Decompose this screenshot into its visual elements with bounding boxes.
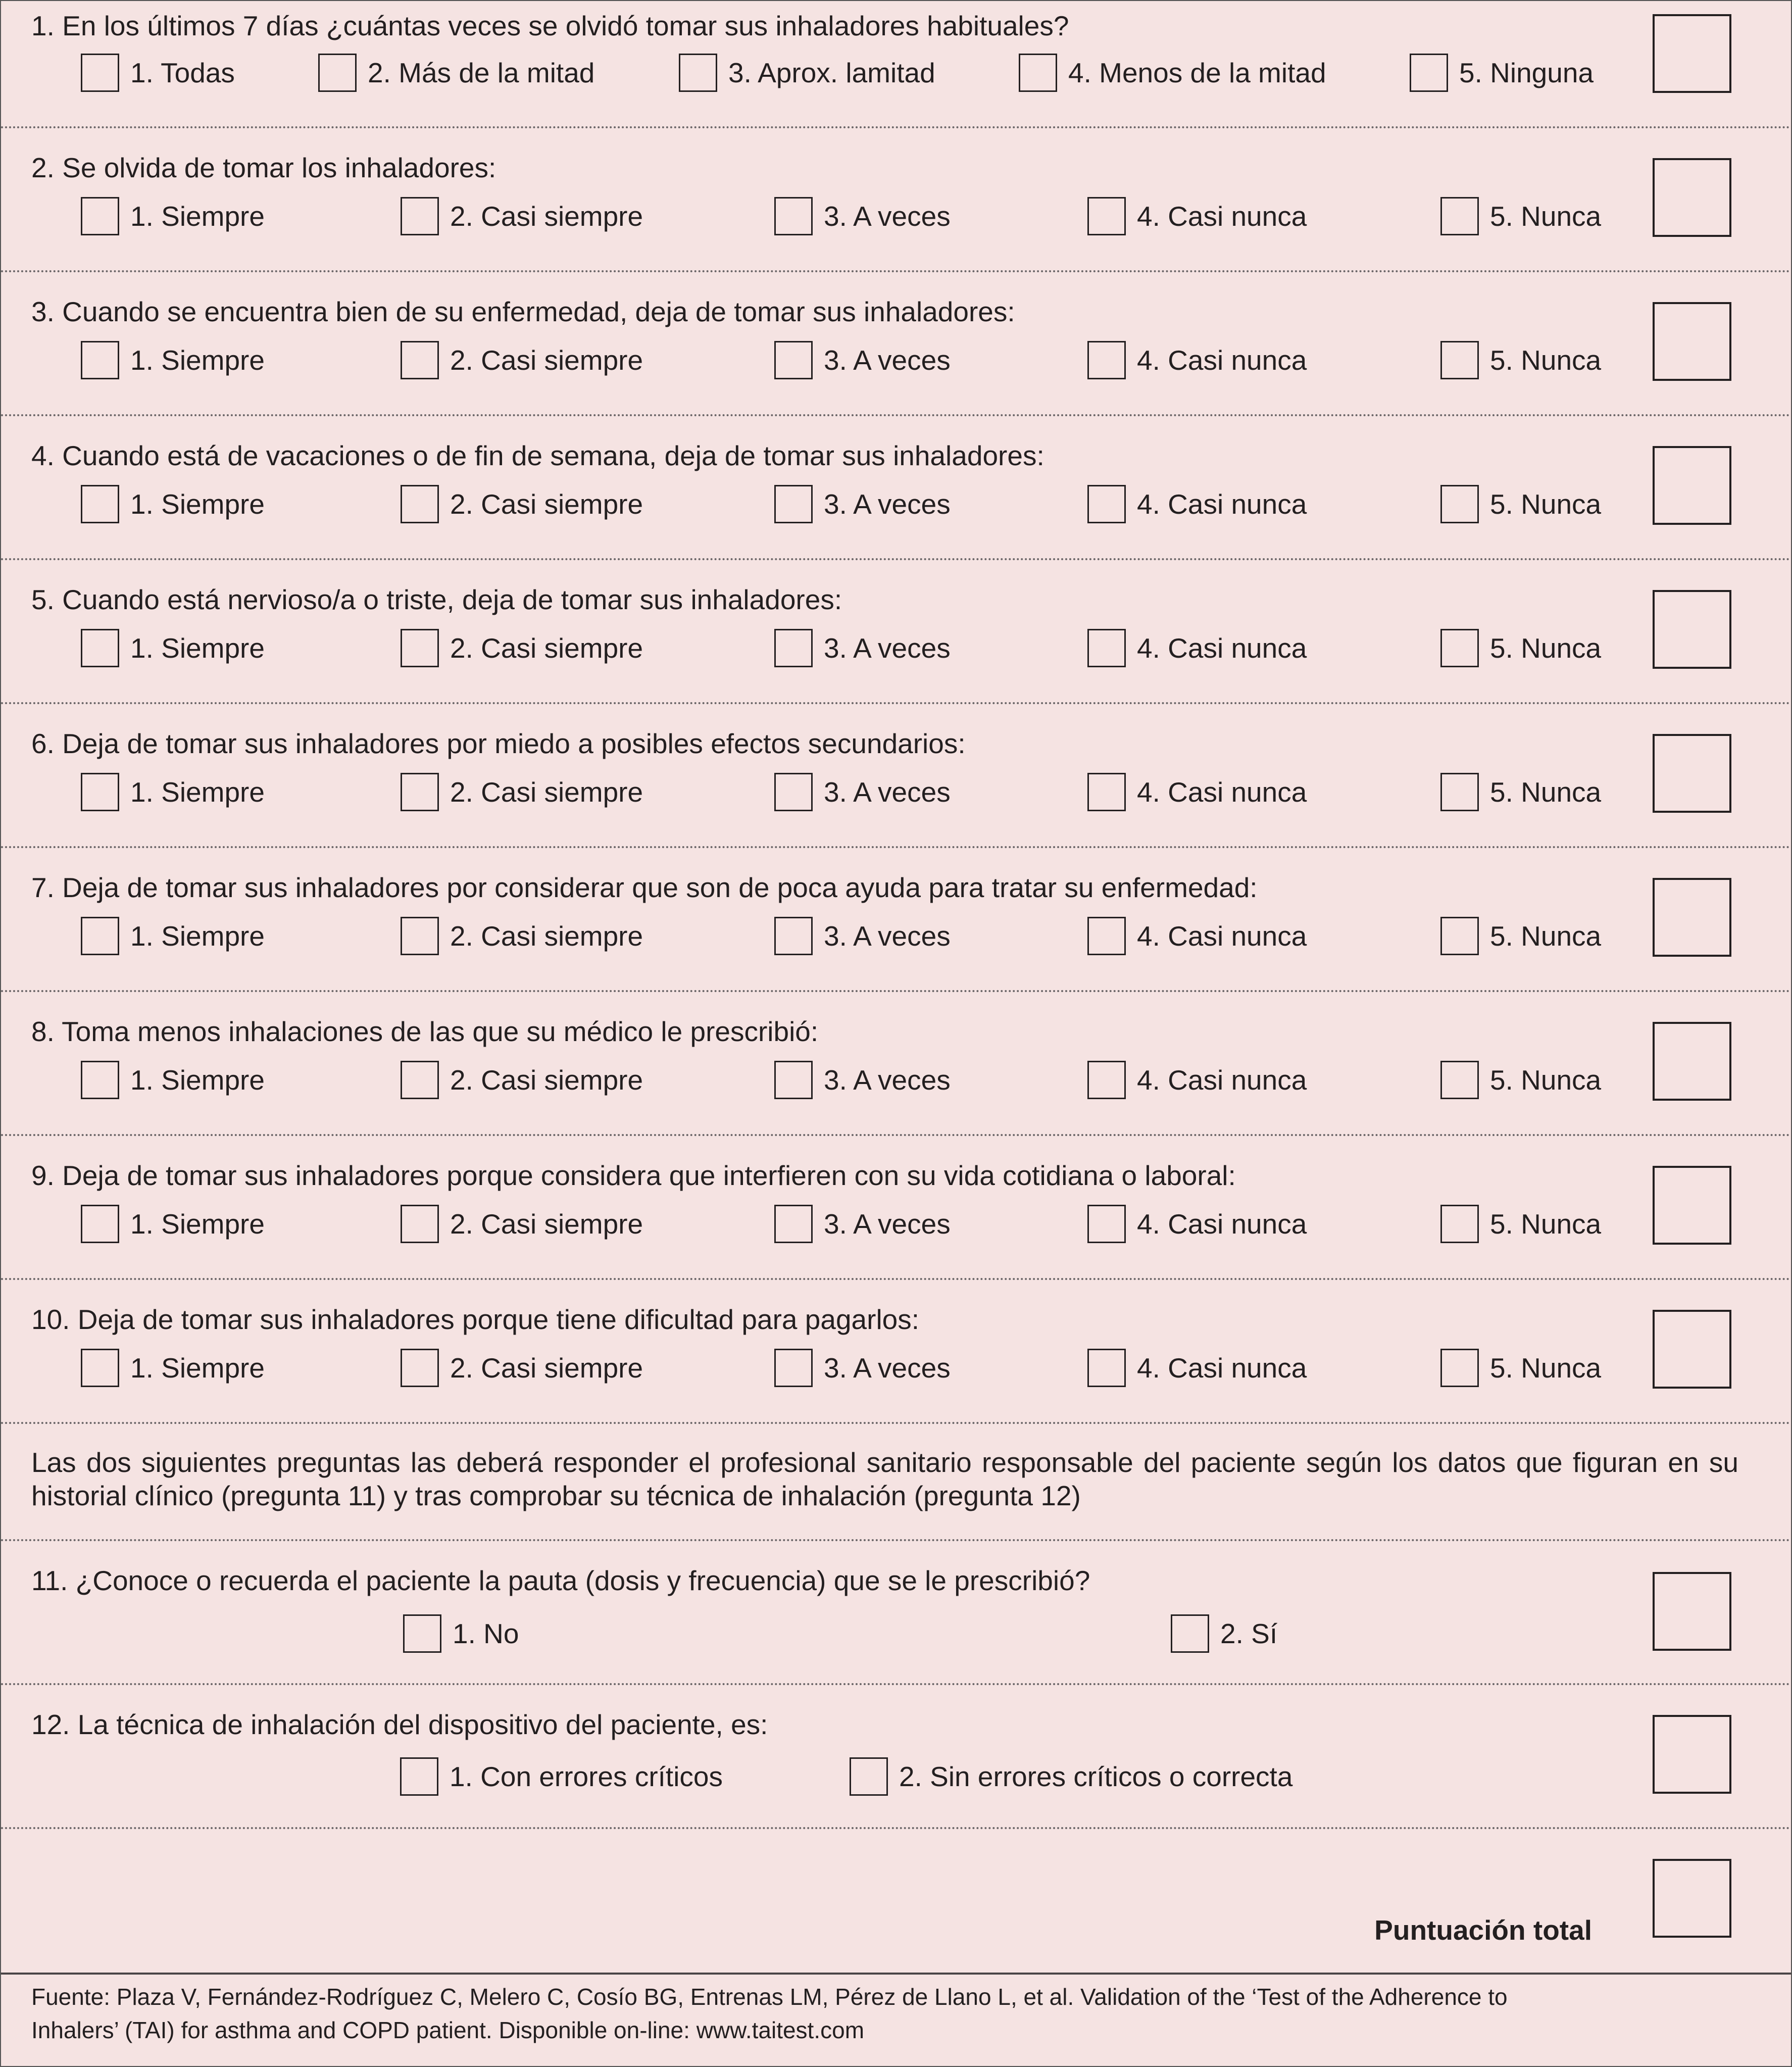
option-label: 1. Siempre [130, 776, 265, 808]
option-label: 2. Casi siempre [450, 776, 643, 808]
q1-score-box[interactable] [1653, 14, 1731, 93]
question-2 [1, 128, 1791, 272]
checkbox[interactable] [1440, 197, 1479, 235]
checkbox[interactable] [401, 629, 439, 667]
option-label: 4. Casi nunca [1137, 344, 1307, 376]
question-12 [1, 1685, 1791, 1829]
checkbox[interactable] [774, 197, 813, 235]
option-label: 2. Casi siempre [450, 1064, 643, 1096]
checkbox[interactable] [401, 1061, 439, 1099]
option-label: 5. Ninguna [1459, 57, 1594, 88]
checkbox[interactable] [774, 1061, 813, 1099]
question-8 [1, 992, 1791, 1136]
option-label: 5. Nunca [1490, 1352, 1602, 1384]
question-11-text: 11. ¿Conoce o recuerda el paciente la pauta (dosis y frecuencia) que se le prescribió? [31, 1565, 1090, 1596]
question-1-text: 1. En los últimos 7 días ¿cuántas veces se olvidó tomar sus inhaladores habituales? [31, 10, 1069, 41]
option-label: 4. Casi nunca [1137, 920, 1307, 952]
q7-score-box[interactable] [1653, 878, 1731, 957]
question-7-text: 7. Deja de tomar sus inhaladores por considerar que son de poca ayuda para tratar su enfermedad: [31, 872, 1258, 903]
option-label: 3. Aprox. lamitad [728, 57, 935, 88]
option-label: 4. Casi nunca [1137, 1208, 1307, 1240]
option-label: 4. Casi nunca [1137, 201, 1307, 232]
question-11 [1, 1541, 1791, 1685]
option-label: 4. Casi nunca [1137, 776, 1307, 808]
checkbox[interactable] [1087, 341, 1126, 379]
source-citation: Fuente: Plaza V, Fernández-Rodríguez C, Melero C, Cosío BG, Entrenas LM, Pérez de Llano L, et al. Validation of the ‘Test of the Adherence to Inhalers’ (TAI) for asthma and COPD patient. Disponible on-line: www.taitest.com [31, 1984, 1508, 2043]
q5-score-box[interactable] [1653, 590, 1731, 669]
checkbox[interactable] [81, 629, 119, 667]
question-4 [1, 416, 1791, 560]
option-label: 5. Nunca [1490, 201, 1602, 232]
option-label: 5. Nunca [1490, 1208, 1602, 1240]
checkbox[interactable] [1087, 1205, 1126, 1243]
option-label: 1. Siempre [130, 1064, 265, 1096]
question-5 [1, 560, 1791, 704]
checkbox[interactable] [679, 54, 717, 92]
option-label: 1. Todas [130, 57, 235, 88]
checkbox[interactable] [1440, 1061, 1479, 1099]
question-10 [1, 1280, 1791, 1424]
checkbox[interactable] [1440, 341, 1479, 379]
question-8-text: 8. Toma menos inhalaciones de las que su médico le prescribió: [31, 1016, 819, 1047]
checkbox[interactable] [400, 1757, 438, 1796]
question-4-text: 4. Cuando está de vacaciones o de fin de semana, deja de tomar sus inhaladores: [31, 440, 1044, 471]
checkbox[interactable] [774, 917, 813, 955]
checkbox[interactable] [1087, 629, 1126, 667]
checkbox[interactable] [81, 1205, 119, 1243]
option-label: 1. Siempre [130, 1208, 265, 1240]
checkbox[interactable] [401, 485, 439, 523]
checkbox[interactable] [1440, 1349, 1479, 1387]
q8-score-box[interactable] [1653, 1022, 1731, 1101]
option-label: 2. Casi siempre [450, 344, 643, 376]
checkbox[interactable] [774, 629, 813, 667]
checkbox[interactable] [774, 1205, 813, 1243]
checkbox[interactable] [774, 485, 813, 523]
q10-score-box[interactable] [1653, 1310, 1731, 1389]
checkbox[interactable] [1440, 1205, 1479, 1243]
option-label: 2. Casi siempre [450, 488, 643, 520]
checkbox[interactable] [81, 917, 119, 955]
option-label: 5. Nunca [1490, 776, 1602, 808]
q11-score-box[interactable] [1653, 1572, 1731, 1651]
q4-score-box[interactable] [1653, 446, 1731, 525]
option-label: 3. A veces [824, 1352, 951, 1384]
option-label: 3. A veces [824, 488, 951, 520]
checkbox[interactable] [401, 341, 439, 379]
option-label: 2. Sí [1220, 1618, 1278, 1649]
question-7 [1, 848, 1791, 992]
option-label: 2. Casi siempre [450, 632, 643, 664]
question-6-text: 6. Deja de tomar sus inhaladores por miedo a posibles efectos secundarios: [31, 728, 966, 759]
option-label: 3. A veces [824, 1208, 951, 1240]
checkbox[interactable] [1087, 917, 1126, 955]
professional-note: Las dos siguientes preguntas las deberá responder el profesional sanitario responsable del paciente según los datos que figuran en su historial clínico (pregunta 11) y tras comprobar su técnica de inhalación (pregunta 12) [31, 1447, 1738, 1511]
option-label: 1. Siempre [130, 920, 265, 952]
checkbox[interactable] [403, 1614, 441, 1653]
option-label: 1. Siempre [130, 201, 265, 232]
checkbox[interactable] [1019, 54, 1057, 92]
option-label: 2. Casi siempre [450, 201, 643, 232]
option-label: 2. Casi siempre [450, 1352, 643, 1384]
total-score-box[interactable] [1653, 1859, 1731, 1938]
checkbox[interactable] [318, 54, 357, 92]
checkbox[interactable] [81, 773, 119, 811]
option-label: 2. Más de la mitad [368, 57, 595, 88]
checkbox[interactable] [1087, 1349, 1126, 1387]
option-label: 4. Casi nunca [1137, 632, 1307, 664]
q9-score-box[interactable] [1653, 1166, 1731, 1245]
question-2-text: 2. Se olvida de tomar los inhaladores: [31, 152, 496, 183]
option-label: 3. A veces [824, 776, 951, 808]
option-label: 4. Casi nunca [1137, 1352, 1307, 1384]
checkbox[interactable] [401, 773, 439, 811]
checkbox[interactable] [774, 1349, 813, 1387]
checkbox[interactable] [401, 1349, 439, 1387]
checkbox[interactable] [774, 341, 813, 379]
checkbox[interactable] [1440, 629, 1479, 667]
option-label: 1. No [453, 1618, 519, 1649]
question-1 [1, 1, 1791, 128]
option-label: 3. A veces [824, 920, 951, 952]
checkbox[interactable] [1087, 773, 1126, 811]
option-label: 4. Menos de la mitad [1068, 57, 1326, 88]
question-6 [1, 704, 1791, 848]
checkbox[interactable] [81, 54, 119, 92]
checkbox[interactable] [81, 485, 119, 523]
checkbox[interactable] [1087, 485, 1126, 523]
option-label: 1. Con errores críticos [450, 1761, 723, 1792]
q2-score-box[interactable] [1653, 158, 1731, 237]
checkbox[interactable] [1087, 197, 1126, 235]
total-score-label: Puntuación total [1374, 1914, 1592, 1946]
checkbox[interactable] [1171, 1614, 1209, 1653]
checkbox[interactable] [81, 1061, 119, 1099]
question-9-text: 9. Deja de tomar sus inhaladores porque considera que interfieren con su vida cotidiana o laboral: [31, 1160, 1236, 1191]
q3-score-box[interactable] [1653, 302, 1731, 381]
checkbox[interactable] [1440, 773, 1479, 811]
checkbox[interactable] [81, 197, 119, 235]
checkbox[interactable] [81, 341, 119, 379]
option-label: 1. Siempre [130, 488, 265, 520]
option-label: 2. Casi siempre [450, 1208, 643, 1240]
checkbox[interactable] [401, 1205, 439, 1243]
option-label: 1. Siempre [130, 344, 265, 376]
option-label: 2. Casi siempre [450, 920, 643, 952]
checkbox[interactable] [401, 917, 439, 955]
option-label: 5. Nunca [1490, 488, 1602, 520]
option-label: 1. Siempre [130, 632, 265, 664]
option-label: 1. Siempre [130, 1352, 265, 1384]
q12-score-box[interactable] [1653, 1715, 1731, 1794]
question-10-text: 10. Deja de tomar sus inhaladores porque tiene dificultad para pagarlos: [31, 1304, 920, 1335]
option-label: 4. Casi nunca [1137, 488, 1307, 520]
option-label: 3. A veces [824, 201, 951, 232]
option-label: 4. Casi nunca [1137, 1064, 1307, 1096]
option-label: 5. Nunca [1490, 1064, 1602, 1096]
checkbox[interactable] [81, 1349, 119, 1387]
checkbox[interactable] [1087, 1061, 1126, 1099]
option-label: 3. A veces [824, 1064, 951, 1096]
option-label: 5. Nunca [1490, 632, 1602, 664]
question-3-text: 3. Cuando se encuentra bien de su enfermedad, deja de tomar sus inhaladores: [31, 296, 1015, 327]
question-5-text: 5. Cuando está nervioso/a o triste, deja de tomar sus inhaladores: [31, 584, 842, 615]
total-section [1, 1829, 1791, 1975]
question-3 [1, 272, 1791, 416]
checkbox[interactable] [1440, 917, 1479, 955]
checkbox[interactable] [850, 1757, 888, 1796]
option-label: 5. Nunca [1490, 344, 1602, 376]
q6-score-box[interactable] [1653, 734, 1731, 813]
checkbox[interactable] [774, 773, 813, 811]
checkbox[interactable] [1410, 54, 1448, 92]
question-12-text: 12. La técnica de inhalación del dispositivo del paciente, es: [31, 1709, 768, 1740]
checkbox[interactable] [1440, 485, 1479, 523]
question-9 [1, 1136, 1791, 1280]
checkbox[interactable] [401, 197, 439, 235]
option-label: 2. Sin errores críticos o correcta [899, 1761, 1293, 1792]
option-label: 3. A veces [824, 632, 951, 664]
option-label: 3. A veces [824, 344, 951, 376]
option-label: 5. Nunca [1490, 920, 1602, 952]
